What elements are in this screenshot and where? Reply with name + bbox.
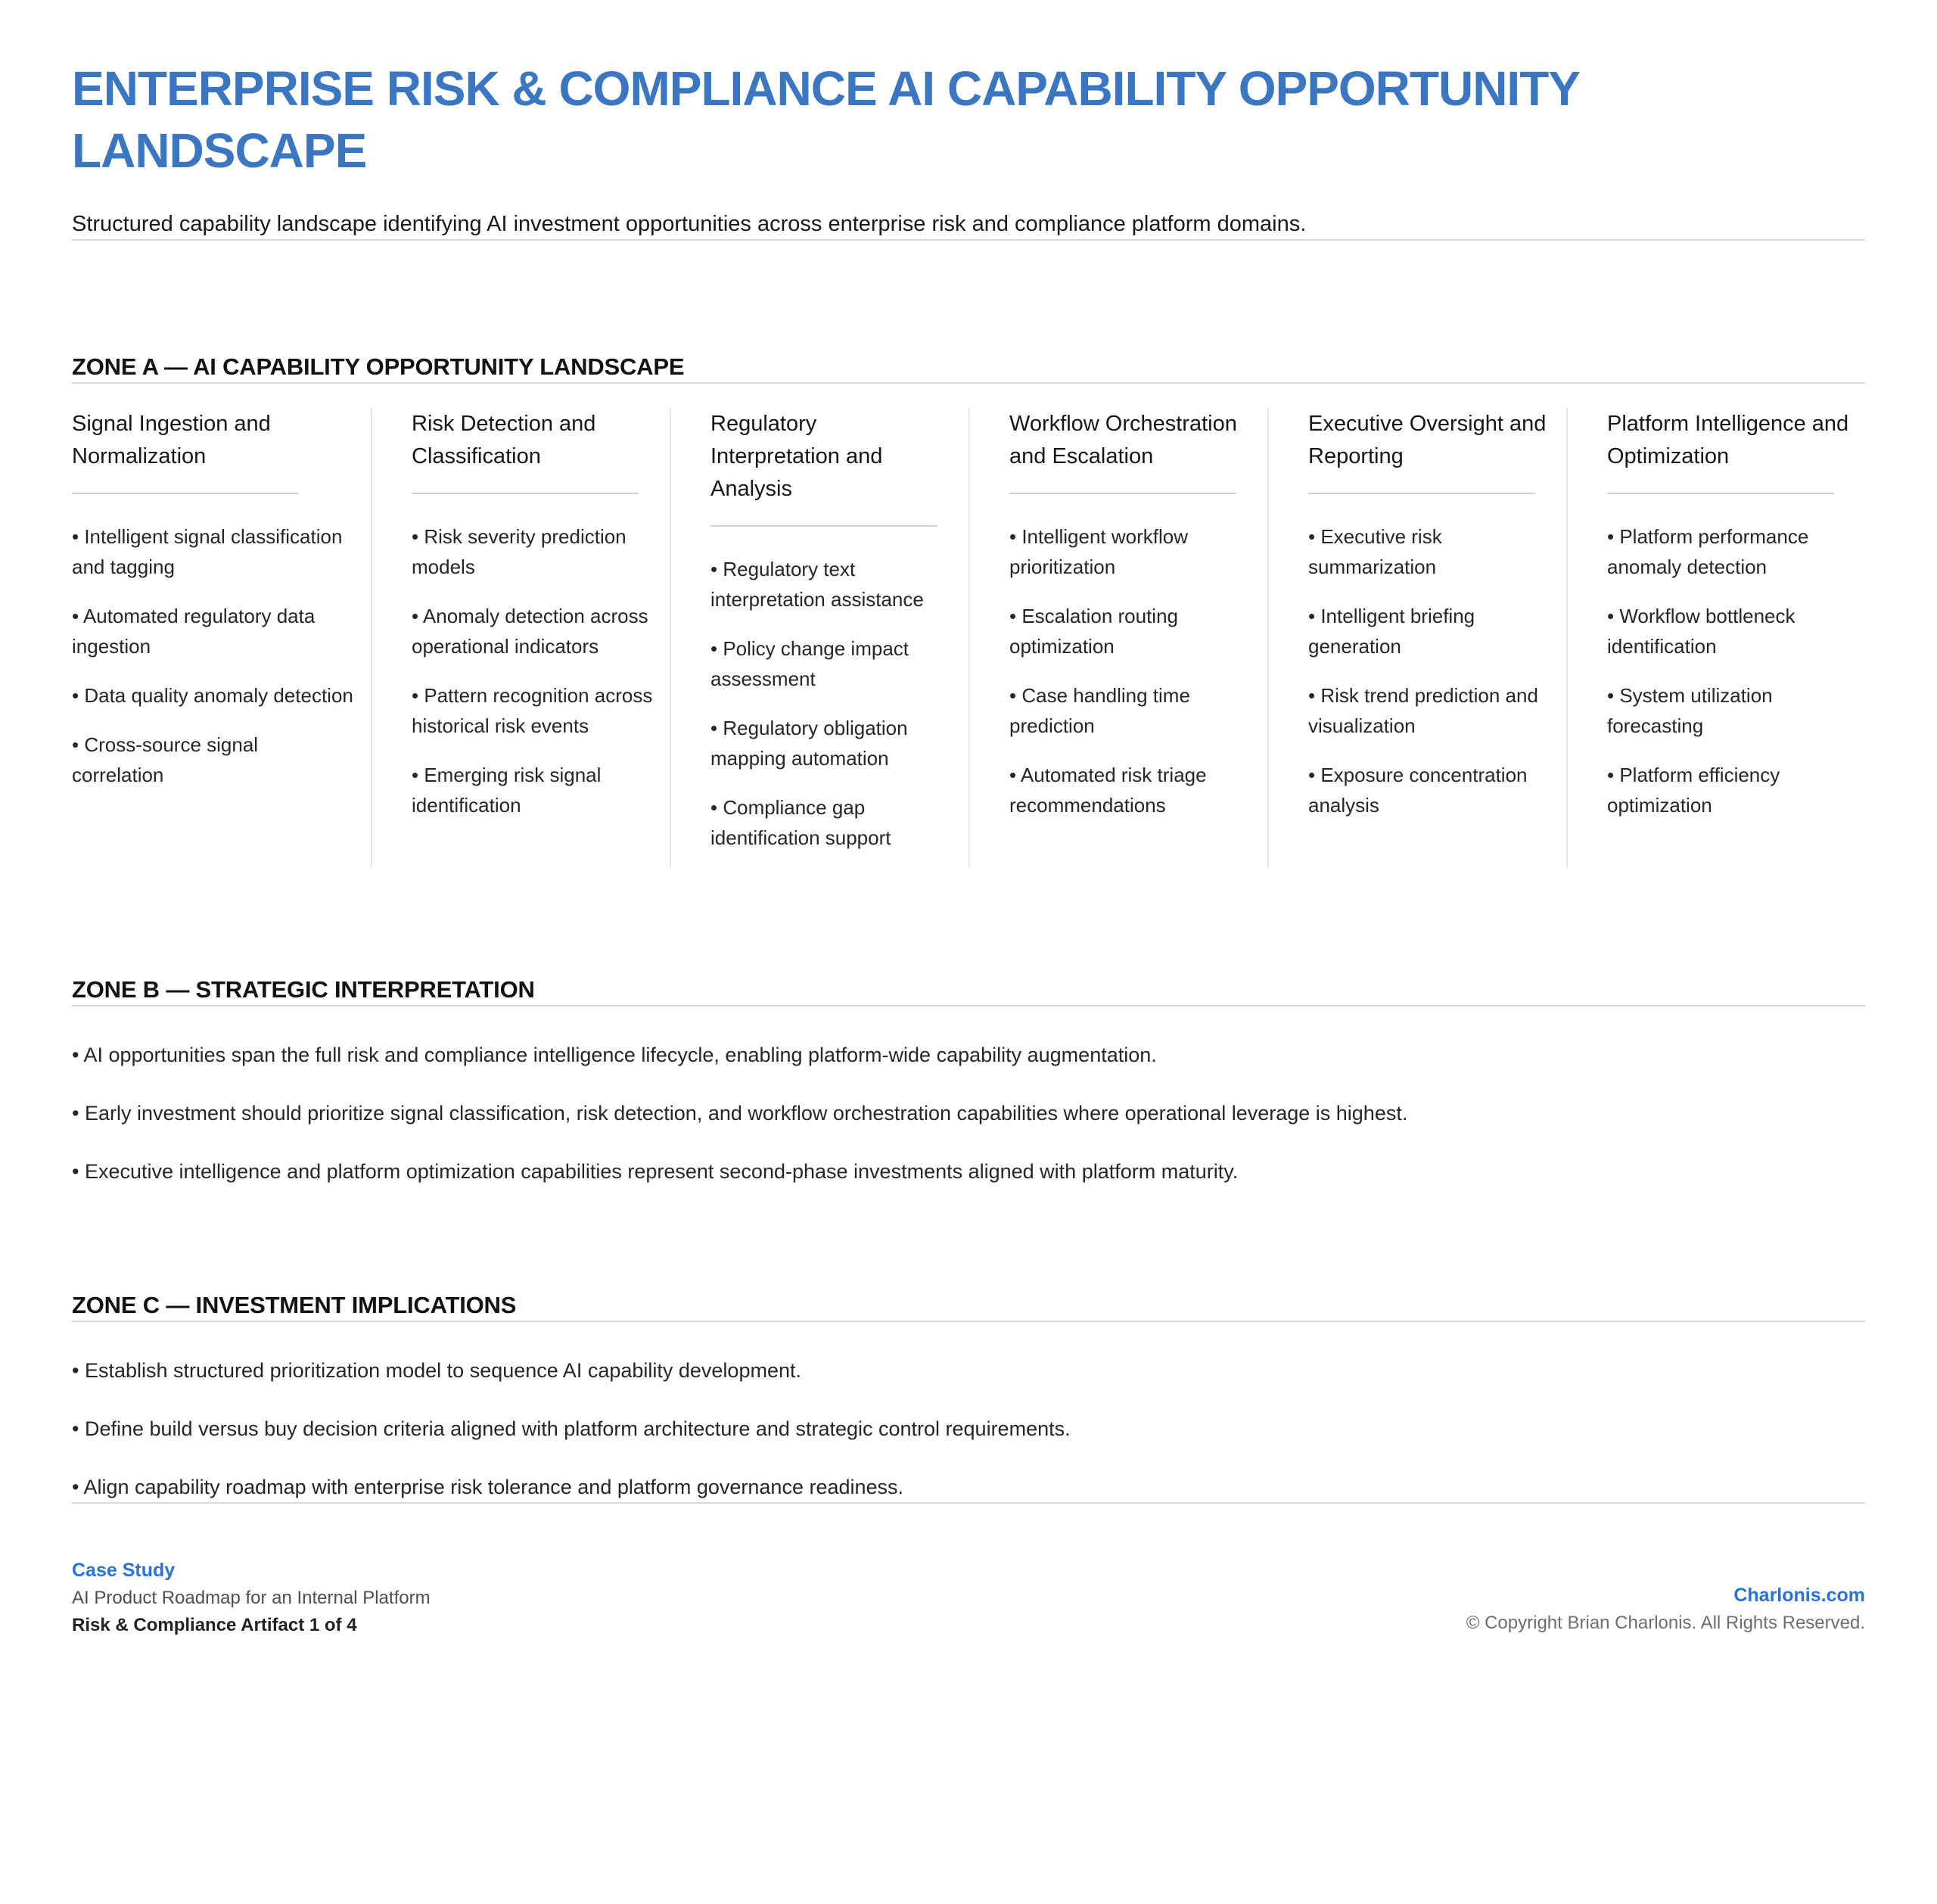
footer-artifact-line: Risk & Compliance Artifact 1 of 4 bbox=[72, 1615, 357, 1635]
footer-left bbox=[72, 1558, 431, 1638]
column-underline bbox=[72, 493, 299, 494]
capability-item: • Platform efficiency optimization bbox=[1607, 760, 1865, 820]
strategic-interpretation-item: • Executive intelligence and platform optimization capabilities represent second-phase investments aligned with platform maturity. bbox=[72, 1156, 1865, 1187]
capability-column-platform-intelligence bbox=[1566, 408, 1865, 868]
column-underline bbox=[1308, 493, 1535, 494]
capability-item: • Platform performance anomaly detection bbox=[1607, 521, 1865, 582]
page-title: ENTERPRISE RISK & COMPLIANCE AI CAPABILITY OPPORTUNITY LANDSCAPE bbox=[72, 61, 1579, 178]
capability-item: • Compliance gap identification support bbox=[710, 792, 952, 853]
capability-item: • Regulatory obligation mapping automation bbox=[710, 713, 952, 773]
capability-item: • Workflow bottleneck identification bbox=[1607, 601, 1865, 661]
capability-column-title: Platform Intelligence and Optimization bbox=[1607, 412, 1849, 468]
capability-list bbox=[710, 554, 952, 853]
capability-item: • Regulatory text interpretation assistance bbox=[710, 554, 952, 614]
zone-c-heading: ZONE C — INVESTMENT IMPLICATIONS bbox=[72, 1292, 517, 1318]
investment-implications-list bbox=[72, 1355, 1865, 1502]
capability-column-title: Workflow Orchestration and Escalation bbox=[1009, 412, 1237, 468]
strategic-interpretation-item: • Early investment should prioritize signal classification, risk detection, and workflow orchestration capabilities where operational leverage is highest. bbox=[72, 1098, 1865, 1128]
capability-item: • Intelligent workflow prioritization bbox=[1009, 521, 1251, 582]
capability-item: • Intelligent briefing generation bbox=[1308, 601, 1550, 661]
capability-column-signal-ingestion bbox=[72, 408, 371, 868]
capability-list bbox=[412, 521, 653, 820]
capability-item: • Data quality anomaly detection bbox=[72, 680, 354, 711]
zone-a-heading: ZONE A — AI CAPABILITY OPPORTUNITY LANDSCAPE bbox=[72, 353, 685, 380]
capability-column-regulatory-interpretation bbox=[670, 408, 968, 868]
copyright-text: © Copyright Brian Charlonis. All Rights Reserved. bbox=[1466, 1613, 1865, 1633]
capability-column-risk-detection bbox=[371, 408, 670, 868]
capability-item: • Automated regulatory data ingestion bbox=[72, 601, 354, 661]
zone-b-section bbox=[72, 974, 1865, 1187]
capability-list bbox=[1009, 521, 1251, 820]
capability-item: • Policy change impact assessment bbox=[710, 633, 952, 694]
investment-implication-item: • Define build versus buy decision criteria aligned with platform architecture and strategic control requirements. bbox=[72, 1414, 1865, 1444]
capability-item: • System utilization forecasting bbox=[1607, 680, 1865, 741]
capability-item: • Anomaly detection across operational indicators bbox=[412, 601, 653, 661]
capability-item: • Risk trend prediction and visualization bbox=[1308, 680, 1550, 741]
zone-b-heading: ZONE B — STRATEGIC INTERPRETATION bbox=[72, 976, 535, 1003]
capability-item: • Pattern recognition across historical risk events bbox=[412, 680, 653, 741]
capability-item: • Risk severity prediction models bbox=[412, 521, 653, 582]
strategic-interpretation-item: • AI opportunities span the full risk and compliance intelligence lifecycle, enabling platform-wide capability augmentation. bbox=[72, 1040, 1865, 1070]
footer-roadmap-line: AI Product Roadmap for an Internal Platform bbox=[72, 1588, 431, 1608]
zone-c-divider bbox=[72, 1321, 1865, 1322]
column-underline bbox=[1009, 493, 1236, 494]
column-underline bbox=[710, 525, 937, 527]
page-subtitle: Structured capability landscape identifying AI investment opportunities across enterprise risk and compliance platform domains. bbox=[72, 212, 1307, 236]
capability-list bbox=[1308, 521, 1550, 820]
capability-item: • Executive risk summarization bbox=[1308, 521, 1550, 582]
header-divider bbox=[72, 239, 1865, 241]
investment-implication-item: • Align capability roadmap with enterprise risk tolerance and platform governance readiness. bbox=[72, 1472, 1865, 1502]
footer-right bbox=[1466, 1558, 1865, 1635]
zone-c-section bbox=[72, 1290, 1865, 1502]
capability-column-title: Regulatory Interpretation and Analysis bbox=[710, 412, 883, 501]
footer-divider bbox=[72, 1502, 1865, 1504]
capability-item: • Intelligent signal classification and tagging bbox=[72, 521, 354, 582]
charlonis-link[interactable]: Charlonis.com bbox=[1733, 1585, 1865, 1606]
capability-item: • Exposure concentration analysis bbox=[1308, 760, 1550, 820]
capability-list bbox=[1607, 521, 1865, 820]
capability-item: • Cross-source signal correlation bbox=[72, 730, 354, 790]
column-underline bbox=[412, 493, 639, 494]
strategic-interpretation-list bbox=[72, 1040, 1865, 1187]
capability-column-title: Signal Ingestion and Normalization bbox=[72, 412, 271, 468]
zone-a-section bbox=[72, 351, 1865, 868]
capability-item: • Automated risk triage recommendations bbox=[1009, 760, 1251, 820]
capability-list bbox=[72, 521, 354, 790]
zone-a-divider bbox=[72, 382, 1865, 384]
capability-column-title: Executive Oversight and Reporting bbox=[1308, 412, 1547, 468]
capability-column-workflow-orchestration bbox=[968, 408, 1267, 868]
capability-item: • Emerging risk signal identification bbox=[412, 760, 653, 820]
zone-b-divider bbox=[72, 1005, 1865, 1006]
page-footer bbox=[72, 1558, 1865, 1638]
capability-grid bbox=[72, 408, 1865, 868]
capability-item: • Case handling time prediction bbox=[1009, 680, 1251, 741]
investment-implication-item: • Establish structured prioritization model to sequence AI capability development. bbox=[72, 1355, 1865, 1386]
capability-column-executive-oversight bbox=[1267, 408, 1566, 868]
case-study-label: Case Study bbox=[72, 1560, 176, 1581]
capability-column-title: Risk Detection and Classification bbox=[412, 412, 596, 468]
column-underline bbox=[1607, 493, 1834, 494]
capability-item: • Escalation routing optimization bbox=[1009, 601, 1251, 661]
